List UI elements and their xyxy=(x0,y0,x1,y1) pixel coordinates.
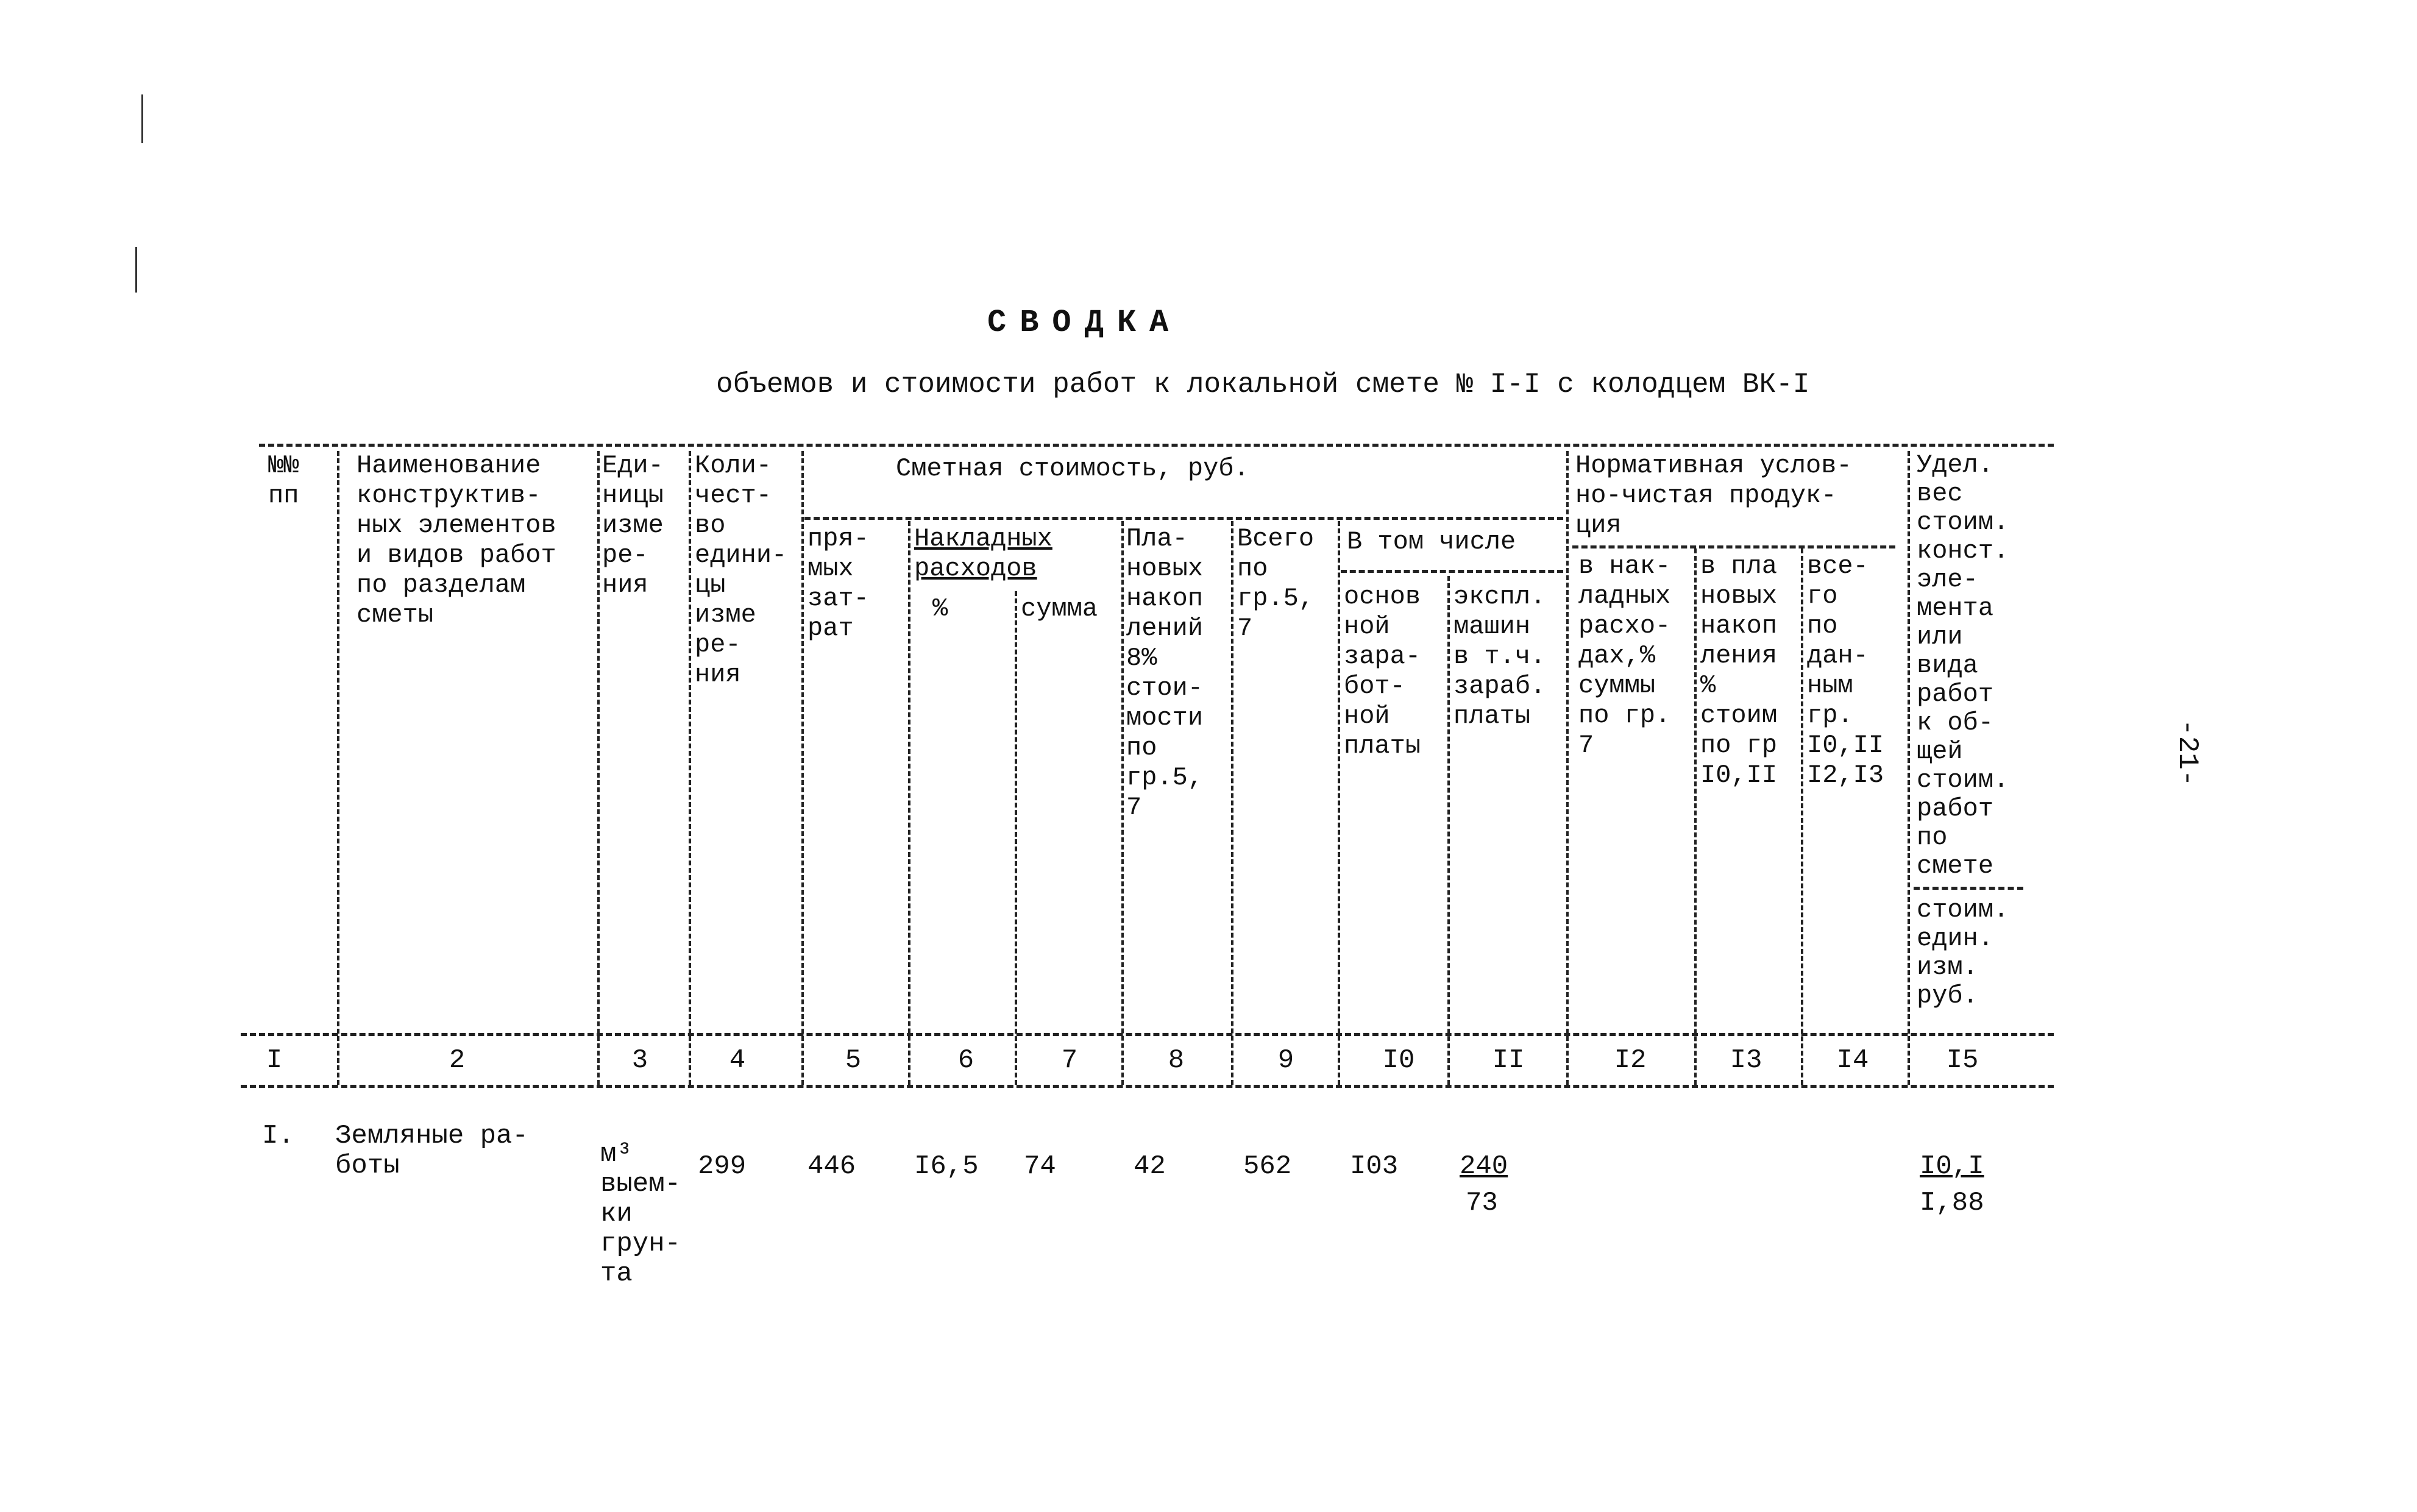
row-specific-weight: I0,I xyxy=(1920,1151,1984,1182)
row-planned-savings: 42 xyxy=(1134,1151,1166,1182)
row-overhead-sum: 74 xyxy=(1024,1151,1056,1182)
header-normative-overhead: в нак- ладных расхо- дах,% суммы по гр. 7 xyxy=(1578,552,1671,760)
header-cost-group: Сметная стоимость, руб. xyxy=(896,454,1249,483)
header-unit: Еди- ницы изме ре- ния xyxy=(602,451,664,600)
row-number: I. xyxy=(262,1121,294,1151)
col-separator xyxy=(801,451,804,1085)
margin-mark xyxy=(135,247,137,293)
including-group-rule xyxy=(1341,570,1563,573)
column-number: I4 xyxy=(1836,1045,1869,1076)
header-planned-savings: Пла- новых накоп лений 8% стои- мости по гр.5, 7 xyxy=(1126,524,1204,822)
row-unit: м³ выем- ки грун- та xyxy=(600,1139,681,1289)
col-separator xyxy=(1121,521,1124,1085)
col15-divider-rule xyxy=(1914,887,2023,890)
table-top-rule xyxy=(259,444,2054,447)
column-number: I xyxy=(266,1045,283,1076)
header-quantity: Коли- чест- во едини- цы изме ре- ния xyxy=(695,451,787,689)
col-separator xyxy=(1447,576,1450,1085)
column-number: I5 xyxy=(1946,1045,1979,1076)
row-direct-costs: 446 xyxy=(807,1151,856,1182)
header-specific-weight: Удел. вес стоим. конст. эле- мента или вида работ к об- щей стоим. работ по смете xyxy=(1917,450,2009,881)
header-normative-total: все- го по дан- ным гр. I0,II I2,I3 xyxy=(1807,552,1884,790)
col-separator xyxy=(1231,521,1233,1085)
header-unit-cost: стоим. един. изм. руб. xyxy=(1917,895,2009,1010)
page-number: -21- xyxy=(2171,719,2203,787)
header-overhead-percent: % xyxy=(932,594,948,623)
margin-mark xyxy=(141,94,143,143)
header-normative-savings: в пла новых накоп ления % стоим по гр I0,II xyxy=(1700,552,1778,790)
column-numbers-bottom-rule xyxy=(241,1085,2054,1088)
header-normative-group: Нормативная услов- но-чистая продук- ция xyxy=(1575,451,1852,540)
row-quantity: 299 xyxy=(698,1151,747,1182)
header-bottom-rule xyxy=(241,1033,2054,1036)
column-number: 4 xyxy=(729,1045,746,1076)
cost-group-rule xyxy=(804,517,1563,520)
col-separator xyxy=(597,451,600,1085)
document-title: СВОДКА xyxy=(987,305,1182,341)
header-base-salary: основ ной зара- бот- ной платы xyxy=(1344,582,1421,761)
header-overhead-sum: сумма xyxy=(1021,594,1098,623)
col-separator xyxy=(908,521,910,1085)
col-separator xyxy=(1801,548,1803,1085)
col-separator xyxy=(1015,591,1017,1085)
row-unit-cost: I,88 xyxy=(1920,1188,1984,1218)
col-separator xyxy=(1338,521,1340,1085)
column-number: I0 xyxy=(1382,1045,1415,1076)
row-machines-total: 240 xyxy=(1460,1151,1508,1182)
column-number: 3 xyxy=(631,1045,648,1076)
col-separator xyxy=(1908,451,1910,1085)
normative-group-rule xyxy=(1572,545,1895,548)
document-subtitle: объемов и стоимости работ к локальной смете № I-I с колодцем ВК-I xyxy=(716,369,1810,400)
col-separator xyxy=(689,451,691,1085)
column-number: I3 xyxy=(1730,1045,1762,1076)
column-number: I2 xyxy=(1614,1045,1647,1076)
header-including-group: В том числе xyxy=(1347,527,1516,556)
row-machines-salary: 73 xyxy=(1466,1188,1498,1218)
column-number: 5 xyxy=(845,1045,862,1076)
column-number: 8 xyxy=(1168,1045,1185,1076)
header-overhead-group: Накладных расходов xyxy=(914,524,1052,583)
col-separator xyxy=(1694,548,1697,1085)
header-row-number: №№ пп xyxy=(268,451,299,510)
row-total: 562 xyxy=(1243,1151,1292,1182)
col-separator xyxy=(337,451,339,1085)
row-overhead-percent: I6,5 xyxy=(914,1151,979,1182)
column-number: II xyxy=(1492,1045,1525,1076)
header-total: Всего по гр.5, 7 xyxy=(1237,524,1315,643)
column-number: 7 xyxy=(1061,1045,1078,1076)
row-base-salary: I03 xyxy=(1350,1151,1399,1182)
row-item-name: Земляные ра- боты xyxy=(335,1121,528,1181)
column-number: 6 xyxy=(957,1045,974,1076)
column-number: 9 xyxy=(1277,1045,1294,1076)
column-number: 2 xyxy=(449,1045,466,1076)
header-machines: экспл. машин в т.ч. зараб. платы xyxy=(1453,582,1546,731)
col-separator xyxy=(1566,451,1569,1085)
header-direct-costs: пря- мых зат- рат xyxy=(807,524,869,643)
header-item-name: Наименование конструктив- ных элементов и видов работ по разделам сметы xyxy=(357,451,556,630)
